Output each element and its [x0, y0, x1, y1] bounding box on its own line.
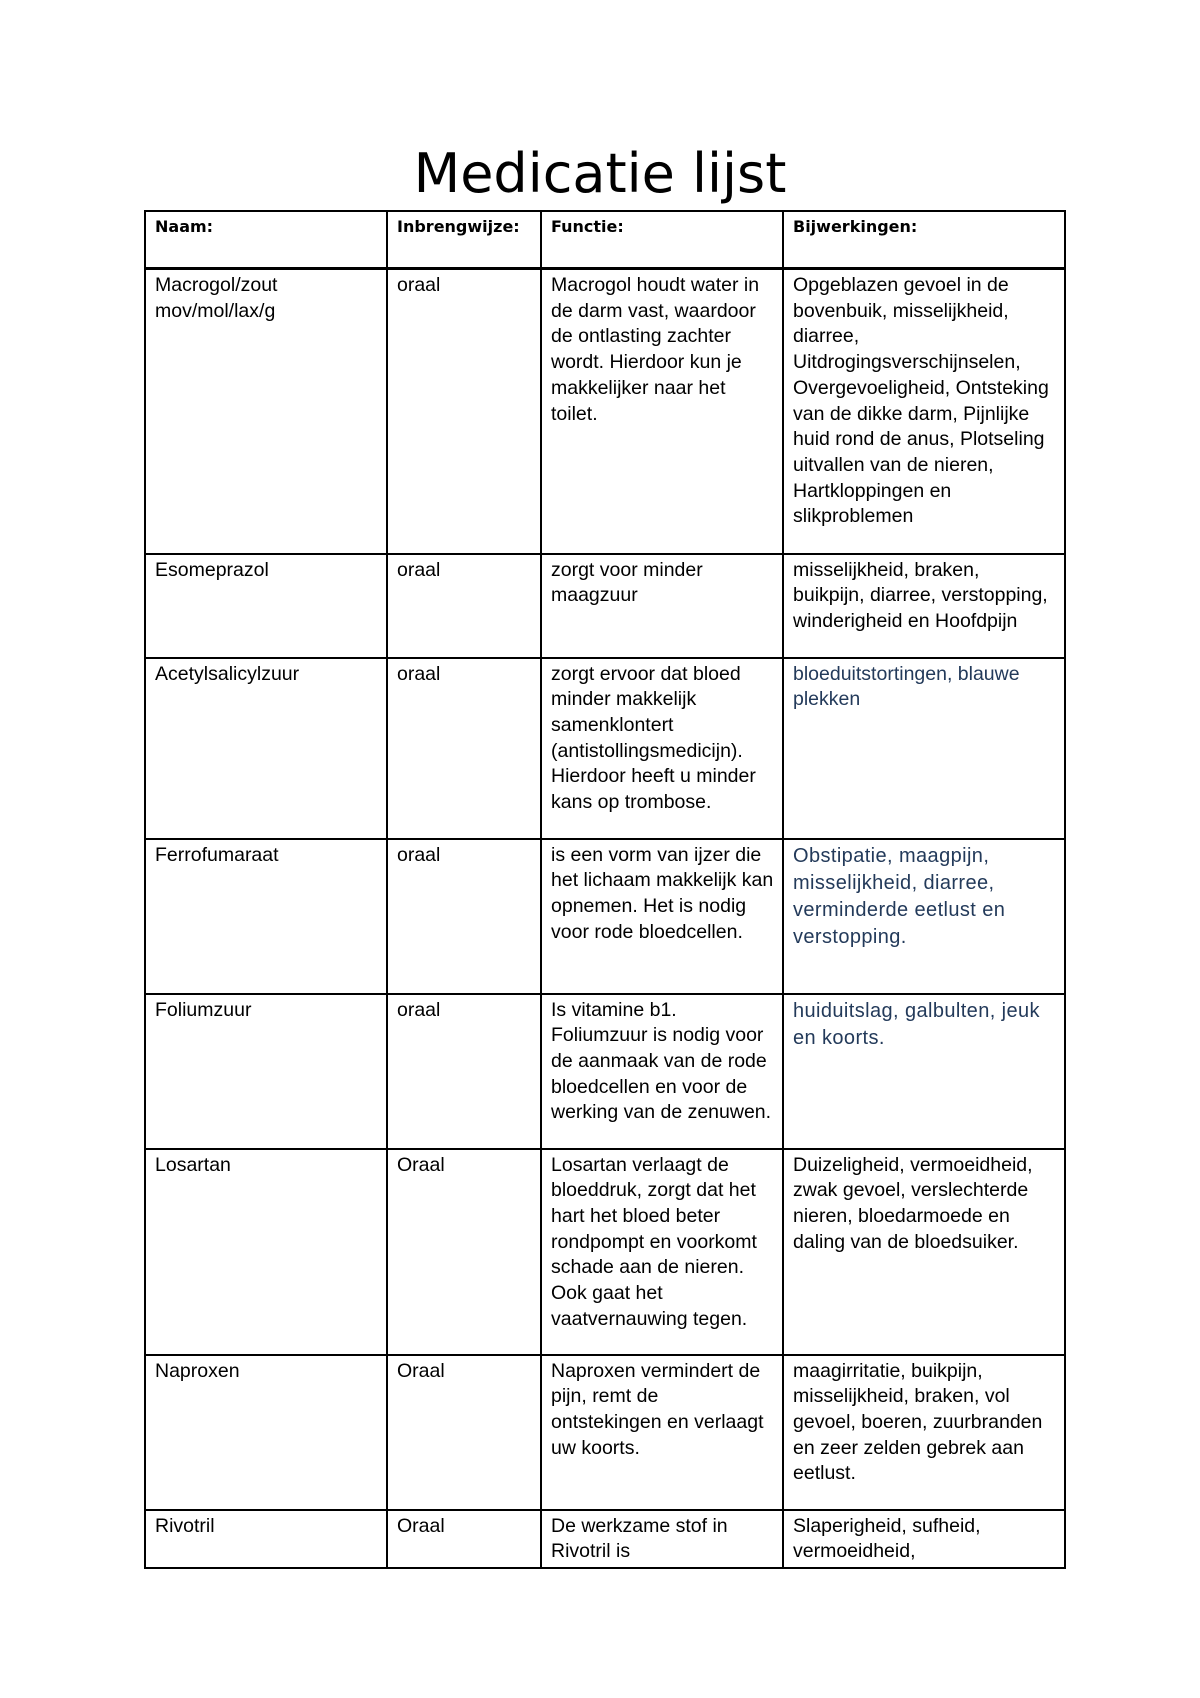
cell-functie: Macrogol houdt water in de darm vast, waardoor de ontlasting zachter wordt. Hierdoor kun je makkelijker naar het toilet. [541, 269, 783, 554]
table-header-row [145, 211, 1065, 269]
cell-bijwerkingen: huiduitslag, galbulten, jeuk en koorts. [783, 994, 1065, 1149]
medication-table [144, 210, 1066, 1569]
cell-naam: Esomeprazol [145, 554, 387, 658]
cell-functie: Is vitamine b1. Foliumzuur is nodig voor de aanmaak van de rode bloedcellen en voor de werking van de zenuwen. [541, 994, 783, 1149]
cell-bijwerkingen: misselijkheid, braken, buikpijn, diarree, verstopping, winderigheid en Hoofdpijn [783, 554, 1065, 658]
header-functie: Functie: [541, 211, 783, 269]
cell-inbrengwijze: oraal [387, 839, 541, 994]
cell-inbrengwijze: oraal [387, 269, 541, 554]
table-row [145, 1510, 1065, 1568]
header-bijwerkingen: Bijwerkingen: [783, 211, 1065, 269]
cell-functie: zorgt ervoor dat bloed minder makkelijk samenklontert (antistollingsmedicijn). Hierdoor heeft u minder kans op trombose. [541, 658, 783, 839]
cell-inbrengwijze: oraal [387, 554, 541, 658]
cell-inbrengwijze: Oraal [387, 1355, 541, 1510]
cell-functie: Naproxen vermindert de pijn, remt de ontstekingen en verlaagt uw koorts. [541, 1355, 783, 1510]
cell-bijwerkingen: Duizeligheid, vermoeidheid, zwak gevoel, verslechterde nieren, bloedarmoede en daling van de bloedsuiker. [783, 1149, 1065, 1355]
cell-naam: Macrogol/zout mov/mol/lax/g [145, 269, 387, 554]
table-row [145, 1149, 1065, 1355]
cell-naam: Losartan [145, 1149, 387, 1355]
cell-naam: Foliumzuur [145, 994, 387, 1149]
table-row [145, 839, 1065, 994]
cell-naam: Ferrofumaraat [145, 839, 387, 994]
cell-bijwerkingen: bloeduitstortingen, blauwe plekken [783, 658, 1065, 839]
cell-functie: zorgt voor minder maagzuur [541, 554, 783, 658]
cell-inbrengwijze: oraal [387, 658, 541, 839]
cell-naam: Rivotril [145, 1510, 387, 1568]
cell-bijwerkingen: Slaperigheid, sufheid, vermoeidheid, [783, 1510, 1065, 1568]
cell-inbrengwijze: oraal [387, 994, 541, 1149]
table-row [145, 658, 1065, 839]
table-row [145, 994, 1065, 1149]
cell-naam: Acetylsalicylzuur [145, 658, 387, 839]
cell-functie: Losartan verlaagt de bloeddruk, zorgt dat het hart het bloed beter rondpompt en voorkomt schade aan de nieren. Ook gaat het vaatvernauwing tegen. [541, 1149, 783, 1355]
cell-inbrengwijze: Oraal [387, 1510, 541, 1568]
cell-bijwerkingen: maagirritatie, buikpijn, misselijkheid, braken, vol gevoel, boeren, zuurbranden en zeer zelden gebrek aan eetlust. [783, 1355, 1065, 1510]
cell-bijwerkingen: Obstipatie, maagpijn, misselijkheid, diarree, verminderde eetlust en verstopping. [783, 839, 1065, 994]
cell-functie: De werkzame stof in Rivotril is [541, 1510, 783, 1568]
table-row [145, 1355, 1065, 1510]
header-naam: Naam: [145, 211, 387, 269]
header-inbrengwijze: Inbrengwijze: [387, 211, 541, 269]
cell-bijwerkingen: Opgeblazen gevoel in de bovenbuik, misselijkheid, diarree, Uitdrogingsverschijnselen, Overgevoeligheid, Ontsteking van de dikke darm, Pijnlijke huid rond de anus, Plotseling uitvallen van de nieren, Hartkloppingen en slikproblemen [783, 269, 1065, 554]
cell-inbrengwijze: Oraal [387, 1149, 541, 1355]
cell-naam: Naproxen [145, 1355, 387, 1510]
table-row [145, 554, 1065, 658]
page-title: Medicatie lijst [413, 142, 787, 205]
cell-functie: is een vorm van ijzer die het lichaam makkelijk kan opnemen. Het is nodig voor rode bloedcellen. [541, 839, 783, 994]
table-row [145, 269, 1065, 554]
